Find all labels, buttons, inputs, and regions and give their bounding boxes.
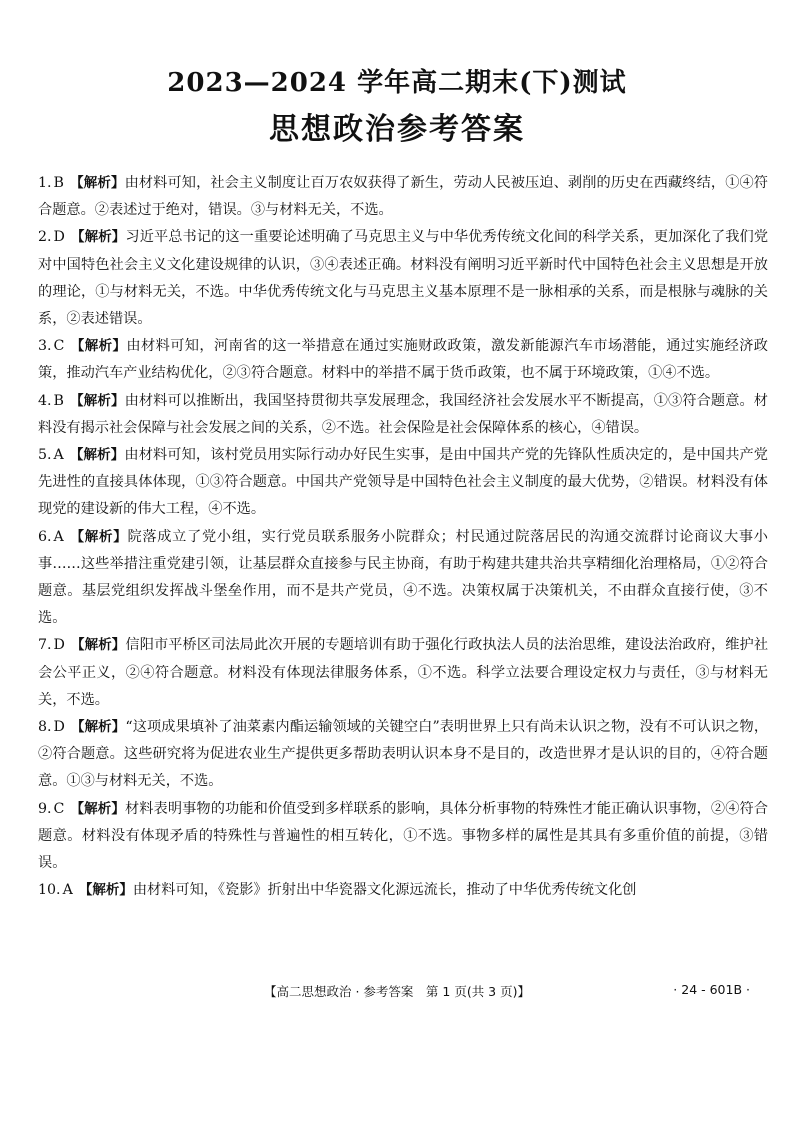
answer-item-8 <box>38 714 768 796</box>
answer-option: B <box>53 392 64 409</box>
answer-item-4 <box>38 388 768 442</box>
analysis-tag: 【解析】 <box>69 392 125 409</box>
footer-code: · 24 - 601B · <box>673 982 750 997</box>
analysis-tag: 【解析】 <box>70 637 126 654</box>
answer-number: 7. <box>38 637 52 654</box>
answer-text: 由材料可以推断出，我国坚持贯彻共享发展理念，我国经济社会发展水平不断提高，①③符合题意。材料没有揭示社会保障与社会发展之间的关系，②不选。社会保险是社会保障体系的核心，④错误。 <box>38 392 768 436</box>
answer-text: “这项成果填补了油菜素内酯运输领域的关键空白”表明世界上只有尚未认识之物，没有不可认识之物，②符合题意。这些研究将为促进农业生产提供更多帮助表明认识本身不是目的，改造世界才是认识的目的，④符合题意。①③与材料无关，不选。 <box>38 719 769 790</box>
answer-item-6 <box>38 524 768 633</box>
answer-option: A <box>53 447 64 464</box>
answer-number: 1. <box>38 175 52 191</box>
answer-option: D <box>53 637 65 654</box>
answer-text: 由材料可知，河南省的这一举措意在通过实施财政政策，激发新能源汽车市场潜能，通过实施经济政策，推动汽车产业结构优化，②③符合题意。材料中的举措不属于货币政策，也不属于环境政策，①④不选。 <box>38 338 768 382</box>
answer-text: 材料表明事物的功能和价值受到多样联系的影响，具体分析事物的特殊性才能正确认识事物，②④符合题意。材料没有体现矛盾的特殊性与普遍性的相互转化，①不选。事物多样的属性是其具有多重价值的前提，③错误。 <box>38 800 768 872</box>
answer-item-2 <box>38 224 768 333</box>
answer-option: A <box>53 528 64 545</box>
answer-option: C <box>53 338 65 355</box>
answer-option: D <box>53 229 65 246</box>
analysis-tag: 【解析】 <box>70 338 127 355</box>
answer-option: B <box>53 175 64 191</box>
answer-number: 3. <box>38 338 52 355</box>
answer-number: 6. <box>38 528 52 545</box>
answer-list <box>38 170 768 904</box>
answer-text: 习近平总书记的这一重要论述明确了马克思主义与中华优秀传统文化间的科学关系，更加深化了我们党对中国特色社会主义文化建设规律的认识，③④表述正确。材料没有阐明习近平新时代中国特色社会主义思想是开放的理论，①与材料无关，不选。中华优秀传统文化与马克思主义基本原理不是一脉相承的关系，而是根脉与魂脉的关系，②表述错误。 <box>38 229 769 328</box>
answer-option: C <box>53 800 65 817</box>
answer-number: 8. <box>38 719 52 736</box>
answer-number: 9. <box>38 800 52 817</box>
page-title: 2023—2024 学年高二期末(下)测试 <box>167 68 627 98</box>
answer-item-7 <box>38 632 768 714</box>
answer-option: A <box>62 882 73 899</box>
footer-page-info: 【高二思想政治 · 参考答案 第 1 页(共 3 页)】 <box>264 984 530 999</box>
answer-item-10 <box>38 877 768 904</box>
answer-text: 由材料可知，该村党员用实际行动办好民生实事，是由中国共产党的先锋队性质决定的，是中国共产党先进性的直接具体体现，①③符合题意。中国共产党领导是中国特色社会主义制度的最大优势，②错误。材料没有体现党的建设新的伟大工程，④不选。 <box>38 447 768 518</box>
answer-item-9 <box>38 796 768 878</box>
answer-item-3 <box>38 333 768 387</box>
analysis-tag: 【解析】 <box>70 229 126 246</box>
page-subtitle: 思想政治参考答案 <box>269 112 525 147</box>
answer-text: 院落成立了党小组，实行党员联系服务小院群众；村民通过院落居民的沟通交流群讨论商议大事小事……这些举措注重党建引领，让基层群众直接参与民主协商，有助于构建共建共治共享精细化治理格局，①②符合题意。基层党组织发挥战斗堡垒作用，而不是共产党员，④不选。决策权属于决策机关，不由群众直接行使，③不选。 <box>38 528 768 627</box>
answer-option: D <box>53 719 65 736</box>
analysis-tag: 【解析】 <box>69 175 125 191</box>
answer-number: 2. <box>38 229 52 246</box>
answer-text: 由材料可知，《瓷影》折射出中华瓷器文化源远流长，推动了中华优秀传统文化创 <box>132 882 637 899</box>
analysis-tag: 【解析】 <box>69 447 125 464</box>
answer-text: 由材料可知，社会主义制度让百万农奴获得了新生，劳动人民被压迫、剥削的历史在西藏终结，①④符合题意。②表述过于绝对，错误。③与材料无关，不选。 <box>38 175 768 219</box>
answer-item-1 <box>38 170 768 224</box>
answer-number: 10. <box>38 882 61 899</box>
answer-item-5 <box>38 442 768 524</box>
analysis-tag: 【解析】 <box>70 719 126 736</box>
analysis-tag: 【解析】 <box>69 528 128 545</box>
answer-text: 信阳市平桥区司法局此次开展的专题培训有助于强化行政执法人员的法治思维，建设法治政府，维护社会公平正义，②④符合题意。材料没有体现法律服务体系，①不选。科学立法要合理设定权力与责任，③与材料无关，不选。 <box>38 637 769 708</box>
answer-number: 4. <box>38 392 52 409</box>
analysis-tag: 【解析】 <box>70 800 125 817</box>
analysis-tag: 【解析】 <box>78 882 133 899</box>
answer-number: 5. <box>38 447 52 464</box>
page-footer <box>0 982 794 1002</box>
